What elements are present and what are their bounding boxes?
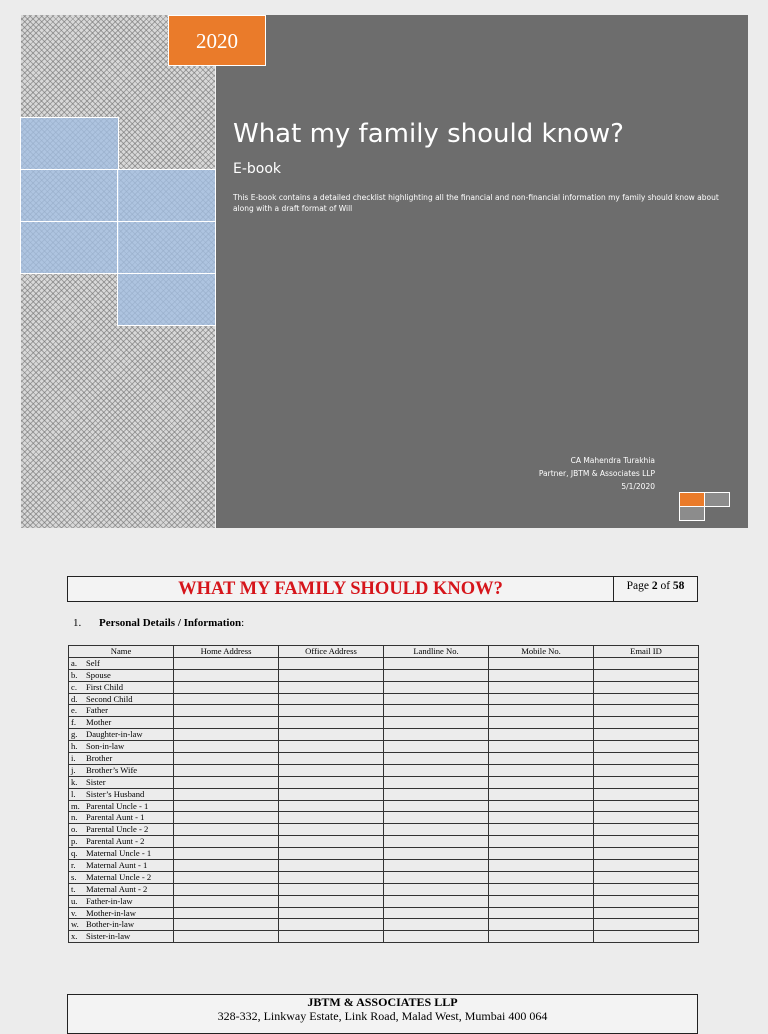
table-row [69,812,699,824]
relation-name: Parental Uncle - 2 [86,824,149,835]
relation-name: Maternal Uncle - 1 [86,848,152,859]
empty-entry-cell [594,669,699,681]
relation-cell [69,800,174,812]
cover-gray-square [704,492,730,507]
empty-entry-cell [489,705,594,717]
page-total: 58 [672,580,685,592]
empty-entry-cell [279,669,384,681]
relation-cell [69,776,174,788]
relation-name: Parental Aunt - 2 [86,836,145,847]
empty-entry-cell [489,860,594,872]
row-letter: f. [71,717,77,728]
empty-entry-cell [489,895,594,907]
empty-entry-cell [384,764,489,776]
cover-date: 5/1/2020 [621,482,655,491]
empty-entry-cell [489,824,594,836]
table-header-row [69,646,699,658]
empty-entry-cell [279,753,384,765]
empty-entry-cell [384,907,489,919]
empty-entry-cell [279,907,384,919]
empty-entry-cell [594,824,699,836]
relation-name: Sister-in-law [86,931,131,942]
empty-entry-cell [489,753,594,765]
empty-entry-cell [384,705,489,717]
relation-name: Spouse [86,669,111,680]
relation-cell [69,753,174,765]
row-letter: l. [71,788,76,799]
table-row [69,883,699,895]
empty-entry-cell [489,883,594,895]
relation-name: Parental Uncle - 1 [86,800,149,811]
relation-cell [69,848,174,860]
relation-name: Mother [86,717,112,728]
empty-entry-cell [489,907,594,919]
empty-entry-cell [174,812,279,824]
row-letter: o. [71,824,78,835]
empty-entry-cell [174,693,279,705]
table-row [69,871,699,883]
empty-entry-cell [174,848,279,860]
empty-entry-cell [384,681,489,693]
empty-entry-cell [174,741,279,753]
row-letter: g. [71,729,78,740]
relation-name: Self [86,657,100,668]
page-number-indicator [614,577,697,601]
empty-entry-cell [279,883,384,895]
empty-entry-cell [279,693,384,705]
row-letter: e. [71,705,77,716]
row-letter: w. [71,919,79,930]
table-row [69,729,699,741]
empty-entry-cell [174,824,279,836]
table-row [69,717,699,729]
empty-entry-cell [174,836,279,848]
empty-entry-cell [174,788,279,800]
empty-entry-cell [384,836,489,848]
relation-cell [69,657,174,669]
relation-name: Son-in-law [86,741,125,752]
relation-name: Mother-in-law [86,907,136,918]
empty-entry-cell [174,669,279,681]
relation-cell [69,812,174,824]
empty-entry-cell [489,812,594,824]
empty-entry-cell [489,717,594,729]
empty-entry-cell [384,657,489,669]
column-header: Email ID [594,646,699,658]
relation-cell [69,741,174,753]
empty-entry-cell [594,717,699,729]
empty-entry-cell [279,919,384,931]
author-name: CA Mahendra Turakhia [570,456,655,465]
table-row [69,741,699,753]
row-letter: n. [71,812,78,823]
empty-entry-cell [594,693,699,705]
empty-entry-cell [384,729,489,741]
empty-entry-cell [489,919,594,931]
empty-entry-cell [174,919,279,931]
page-header [67,576,698,602]
empty-entry-cell [489,657,594,669]
empty-entry-cell [594,836,699,848]
footer-company: JBTM & ASSOCIATES LLP [307,995,458,1009]
empty-entry-cell [594,764,699,776]
table-row [69,788,699,800]
cover-title: What my family should know? [233,119,624,149]
row-letter: d. [71,693,78,704]
empty-entry-cell [279,860,384,872]
empty-entry-cell [384,788,489,800]
empty-entry-cell [279,931,384,943]
page-prefix: Page [626,580,652,592]
column-header: Name [69,646,174,658]
row-letter: v. [71,907,77,918]
table-row [69,895,699,907]
relation-name: Parental Aunt - 1 [86,812,145,823]
empty-entry-cell [384,812,489,824]
section-label: Personal Details / Information [99,617,242,629]
row-letter: c. [71,681,77,692]
cover-orange-square [679,492,705,507]
relation-name: Brother [86,752,113,763]
empty-entry-cell [594,788,699,800]
cover-year-badge: 2020 [168,15,266,66]
empty-entry-cell [279,824,384,836]
relation-cell [69,895,174,907]
empty-entry-cell [279,764,384,776]
empty-entry-cell [384,717,489,729]
empty-entry-cell [174,729,279,741]
table-row [69,860,699,872]
empty-entry-cell [174,931,279,943]
row-letter: j. [71,764,76,775]
empty-entry-cell [594,705,699,717]
relation-cell [69,788,174,800]
row-letter: r. [71,859,76,870]
empty-entry-cell [489,741,594,753]
cover-blue-block [20,221,119,274]
empty-entry-cell [384,919,489,931]
empty-entry-cell [489,800,594,812]
table-row [69,919,699,931]
empty-entry-cell [594,741,699,753]
empty-entry-cell [279,729,384,741]
empty-entry-cell [279,871,384,883]
relation-cell [69,931,174,943]
cover-blue-block [117,221,216,274]
table-row [69,693,699,705]
empty-entry-cell [279,717,384,729]
row-letter: b. [71,669,78,680]
page-of: of [657,580,673,592]
empty-entry-cell [489,871,594,883]
relation-name: Brother’s Wife [86,764,138,775]
page-number: 2 [651,580,658,592]
empty-entry-cell [594,848,699,860]
page-title: WHAT MY FAMILY SHOULD KNOW? [68,577,614,601]
empty-entry-cell [384,741,489,753]
empty-entry-cell [594,871,699,883]
table-row [69,836,699,848]
empty-entry-cell [384,776,489,788]
column-header: Landline No. [384,646,489,658]
empty-entry-cell [489,931,594,943]
empty-entry-cell [279,895,384,907]
empty-entry-cell [174,776,279,788]
empty-entry-cell [384,669,489,681]
column-header: Home Address [174,646,279,658]
relation-name: Maternal Aunt - 2 [86,883,148,894]
relation-cell [69,836,174,848]
table-row [69,907,699,919]
relation-name: Maternal Aunt - 1 [86,859,148,870]
empty-entry-cell [594,895,699,907]
relation-cell [69,681,174,693]
empty-entry-cell [384,848,489,860]
empty-entry-cell [174,657,279,669]
relation-cell [69,717,174,729]
table-body [69,657,699,942]
cover-blue-block [117,273,216,326]
row-letter: h. [71,741,78,752]
empty-entry-cell [384,800,489,812]
empty-entry-cell [384,753,489,765]
cover-blue-block [117,169,216,222]
row-letter: a. [71,657,77,668]
empty-entry-cell [594,812,699,824]
empty-entry-cell [384,895,489,907]
empty-entry-cell [489,729,594,741]
empty-entry-cell [279,776,384,788]
table-row [69,669,699,681]
empty-entry-cell [594,860,699,872]
empty-entry-cell [594,907,699,919]
relation-name: Second Child [86,693,133,704]
empty-entry-cell [489,764,594,776]
empty-entry-cell [594,657,699,669]
empty-entry-cell [594,729,699,741]
row-letter: k. [71,776,78,787]
table-row [69,681,699,693]
empty-entry-cell [174,907,279,919]
page-footer [67,994,698,1034]
empty-entry-cell [174,764,279,776]
empty-entry-cell [174,681,279,693]
empty-entry-cell [489,681,594,693]
empty-entry-cell [594,753,699,765]
empty-entry-cell [594,681,699,693]
table-row [69,753,699,765]
relation-cell [69,907,174,919]
cover-blue-block [20,169,119,222]
relation-name: Daughter-in-law [86,729,143,740]
relation-cell [69,919,174,931]
empty-entry-cell [174,883,279,895]
empty-entry-cell [279,788,384,800]
relation-name: First Child [86,681,124,692]
personal-details-table [68,645,699,943]
cover-gray-square [679,506,705,521]
row-letter: u. [71,895,78,906]
relation-cell [69,764,174,776]
section-colon: : [241,617,245,629]
relation-cell [69,871,174,883]
table-row [69,800,699,812]
empty-entry-cell [384,871,489,883]
cover-subtitle: E-book [233,161,282,177]
column-header: Mobile No. [489,646,594,658]
relation-cell [69,669,174,681]
empty-entry-cell [279,800,384,812]
relation-cell [69,860,174,872]
empty-entry-cell [489,836,594,848]
row-letter: p. [71,836,78,847]
empty-entry-cell [279,812,384,824]
empty-entry-cell [594,919,699,931]
empty-entry-cell [279,705,384,717]
empty-entry-cell [489,669,594,681]
empty-entry-cell [174,871,279,883]
relation-cell [69,883,174,895]
document-page [0,543,768,1024]
table-row [69,824,699,836]
relation-name: Father [86,705,108,716]
row-letter: m. [71,800,80,811]
table-row [69,705,699,717]
table-row [69,848,699,860]
empty-entry-cell [594,776,699,788]
empty-entry-cell [174,860,279,872]
row-letter: i. [71,752,76,763]
empty-entry-cell [174,717,279,729]
empty-entry-cell [489,693,594,705]
empty-entry-cell [279,741,384,753]
relation-name: Maternal Uncle - 2 [86,871,152,882]
section-number: 1. [73,617,82,629]
empty-entry-cell [489,788,594,800]
empty-entry-cell [279,848,384,860]
row-letter: q. [71,848,78,859]
cover-blue-block [20,117,119,170]
relation-cell [69,705,174,717]
empty-entry-cell [594,931,699,943]
section-heading [73,617,244,629]
relation-name: Bother-in-law [86,919,135,930]
empty-entry-cell [489,848,594,860]
relation-cell [69,729,174,741]
footer-address: 328-332, Linkway Estate, Link Road, Malad West, Mumbai 400 064 [217,1009,548,1023]
empty-entry-cell [384,883,489,895]
empty-entry-cell [384,931,489,943]
table-row [69,776,699,788]
empty-entry-cell [174,705,279,717]
ebook-cover [21,15,748,528]
cover-author-block [539,454,655,493]
empty-entry-cell [384,693,489,705]
table-row [69,764,699,776]
table-row [69,931,699,943]
table-row [69,657,699,669]
empty-entry-cell [279,681,384,693]
empty-entry-cell [279,836,384,848]
empty-entry-cell [174,895,279,907]
relation-cell [69,693,174,705]
empty-entry-cell [384,824,489,836]
row-letter: s. [71,871,77,882]
empty-entry-cell [174,753,279,765]
column-header: Office Address [279,646,384,658]
empty-entry-cell [489,776,594,788]
empty-entry-cell [279,657,384,669]
cover-description: This E-book contains a detailed checklist highlighting all the financial and non-financial information my family should know about along with a draft format of Will [233,193,719,213]
row-letter: t. [71,883,76,894]
empty-entry-cell [594,800,699,812]
empty-entry-cell [384,860,489,872]
relation-name: Father-in-law [86,895,133,906]
empty-entry-cell [174,800,279,812]
row-letter: x. [71,931,78,942]
relation-name: Sister’s Husband [86,788,145,799]
empty-entry-cell [594,883,699,895]
author-role: Partner, JBTM & Associates LLP [538,469,655,478]
relation-name: Sister [86,776,106,787]
relation-cell [69,824,174,836]
